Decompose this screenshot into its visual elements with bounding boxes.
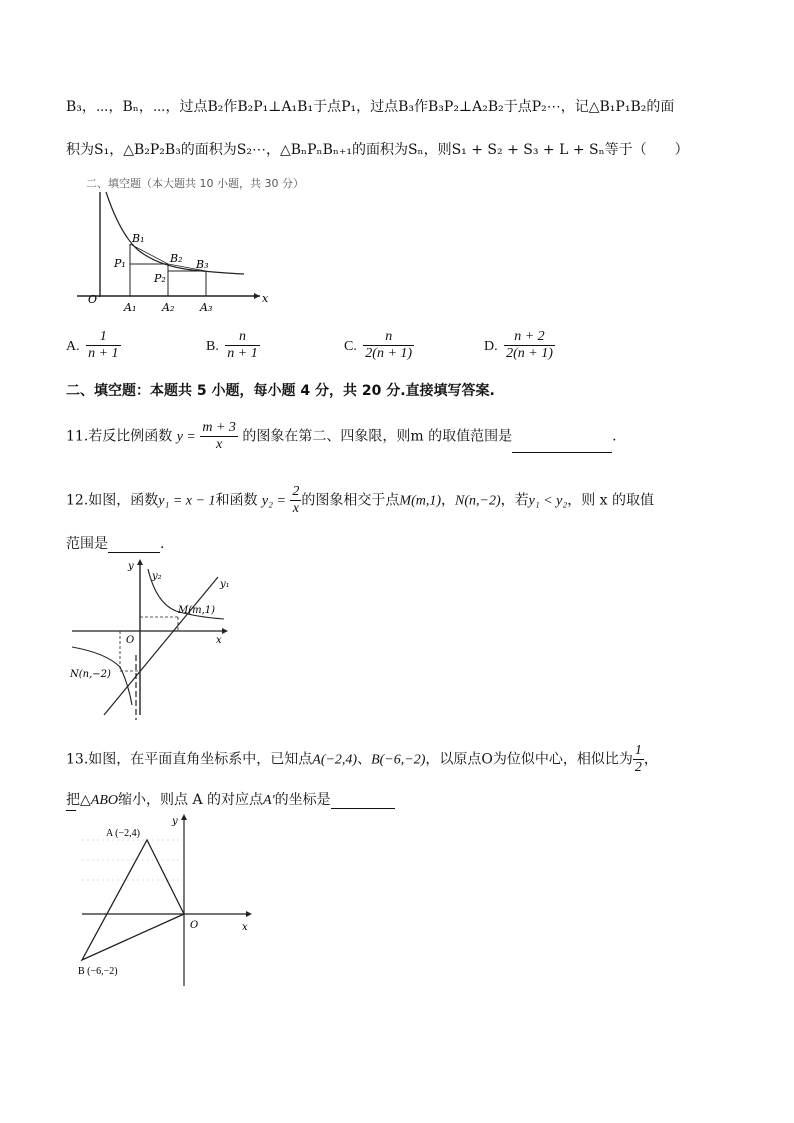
- option-d[interactable]: D. $\frac{n + 2}{2(n + 1)}$: [484, 329, 553, 361]
- label-y2: y₂: [152, 571, 162, 582]
- y-axis-arrow-icon: [181, 814, 187, 820]
- label-a2: A₂: [162, 301, 175, 314]
- x-axis-arrow-icon: [254, 293, 260, 299]
- option-b-fraction: $\frac{n}{n + 1}$: [227, 329, 258, 361]
- q10-line1: B₃，⋯，Bₙ，⋯，过点B₂作B₂P₁⊥A₁B₁于点P₁，过点B₃作B₃P₂⊥A₂B₂于点P₂⋯，记△B₁P₁B₂的面: [66, 99, 675, 115]
- q13-figure: [80, 810, 260, 990]
- label-b1: B₁: [132, 232, 145, 245]
- option-c-fraction: $\frac{n}{2(n + 1)}$: [365, 329, 413, 361]
- label-a3: A₃: [200, 301, 213, 314]
- segment-b1b2: [130, 244, 168, 264]
- q13-line2: 把△ABO缩小，则点 A 的对应点A′的坐标是: [66, 789, 395, 809]
- option-c[interactable]: C. $\frac{n}{2(n + 1)}$: [344, 329, 413, 361]
- q10-figure: [72, 172, 304, 320]
- q10-figure-header: 二、填空题（本大题共 10 小题，共 30 分）: [86, 177, 304, 190]
- label-x: x: [242, 922, 248, 933]
- q12-figure: [66, 555, 236, 720]
- q11: 11.若反比例函数 y = $\frac{m + 3}{x}$ 的图象在第二、四象限，则m 的取值范围是 .: [66, 420, 617, 452]
- label-o: O: [126, 635, 135, 646]
- x-axis-arrow-icon: [222, 628, 228, 634]
- label-a: A (−2,4): [106, 828, 140, 839]
- option-d-fraction: $\frac{n + 2}{2(n + 1)}$: [506, 329, 553, 361]
- q11-fraction: $\frac{m + 3}{x}$: [202, 420, 236, 452]
- label-x: x: [216, 635, 222, 646]
- label-b3: B₃: [196, 258, 209, 271]
- label-y1: y₁: [220, 579, 230, 590]
- label-y: y: [172, 816, 178, 827]
- triangle-abo: [82, 840, 184, 960]
- label-b2: B₂: [170, 252, 183, 265]
- label-o: O: [88, 293, 98, 306]
- label-y: y: [128, 561, 134, 572]
- label-p1: P₁: [114, 257, 126, 270]
- q13-line1: 13.如图，在平面直角坐标系中，已知点A(−2,4)、B(−6,−2)，以原点O为位似中心，相似比为 $\frac{1}{2}$ ，: [66, 743, 658, 775]
- q13-answer-blank[interactable]: [331, 794, 395, 809]
- y-axis-arrow-icon: [137, 559, 143, 565]
- q12-fraction: $\frac{2}{x}$: [292, 484, 300, 516]
- label-x: x: [262, 292, 269, 305]
- label-o: O: [190, 920, 199, 931]
- q12-line1: 12.如图，函数y₁ = x − 1和函数 y₂ = $\frac{2}{x}$ 的图象相交于点M(m,1)，N(n,−2)，若y₁ < y₂，则 x 的取值: [66, 484, 655, 516]
- section-heading: 二、填空题：本题共 5 小题，每小题 4 分，共 20 分.直接填写答案.: [66, 383, 495, 399]
- q10-line2: 积为S₁，△B₂P₂B₃的面积为S₂⋯，△BₙPₙBₙ₊₁的面积为Sₙ，则S₁ + S₂ + S₃ + L + Sₙ等于（ ）: [66, 142, 689, 158]
- q12-line2: 范围是 .: [66, 536, 165, 552]
- line-y1: [104, 577, 218, 715]
- option-a-fraction: $\frac{1}{n + 1}$: [88, 329, 119, 361]
- q13-mark: [66, 810, 76, 811]
- option-b[interactable]: B. $\frac{n}{n + 1}$: [206, 329, 258, 361]
- q13-ratio-fraction: $\frac{1}{2}$: [634, 743, 642, 775]
- option-a[interactable]: A. $\frac{1}{n + 1}$: [66, 329, 119, 361]
- label-a1: A₁: [124, 301, 137, 314]
- q12-answer-blank[interactable]: [108, 538, 160, 553]
- label-b: B (−6,−2): [78, 966, 118, 977]
- x-axis-arrow-icon: [246, 911, 252, 917]
- label-n: N(n,−2): [70, 669, 111, 680]
- label-m: M(m,1): [178, 605, 216, 616]
- label-p2: P₂: [154, 272, 166, 285]
- q11-answer-blank[interactable]: [512, 438, 612, 453]
